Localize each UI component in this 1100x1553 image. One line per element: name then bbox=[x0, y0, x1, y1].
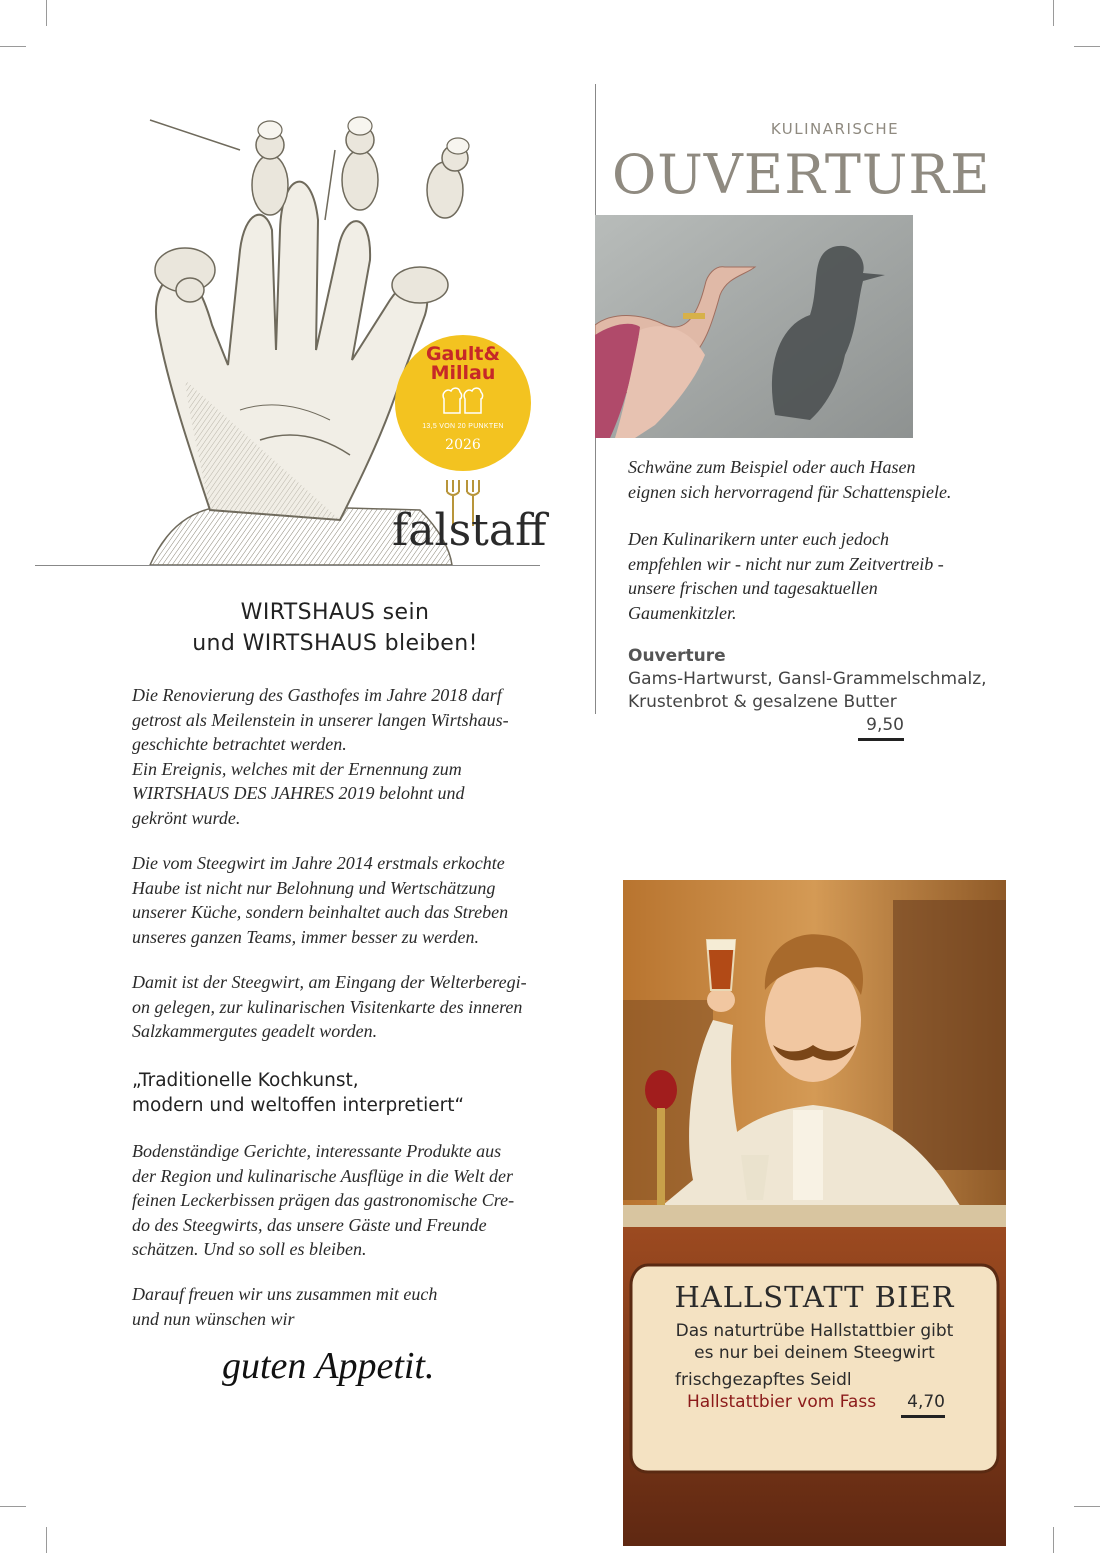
text-line: Schwäne zum Beispiel oder auch Hasen bbox=[628, 457, 916, 477]
beer-description bbox=[623, 1320, 1006, 1364]
gault-millau-brand bbox=[395, 345, 531, 383]
gault-millau-badge bbox=[395, 335, 531, 471]
badge-year: 2026 bbox=[445, 437, 481, 453]
credo-paragraph bbox=[132, 1139, 544, 1262]
intro-paragraph bbox=[132, 683, 544, 830]
text-line: unseres ganzen Teams, immer besser zu werden. bbox=[132, 926, 479, 947]
text-line: Die Renovierung des Gasthofes im Jahre 2018 darf bbox=[132, 685, 502, 705]
shadow-text bbox=[628, 455, 1048, 504]
text-line: und nun wünschen wir bbox=[132, 1308, 295, 1329]
falstaff-logo: falstaff bbox=[392, 505, 547, 556]
section-title: OUVERTURE bbox=[612, 143, 991, 206]
text-line: Bodenständige Gerichte, interessante Produkte aus bbox=[132, 1141, 502, 1161]
page-heading bbox=[90, 597, 580, 659]
text-line: Haube ist nicht nur Belohnung und Wertschätzung bbox=[132, 877, 496, 898]
beer-poster bbox=[623, 880, 1006, 1546]
text-line: Salzkammergutes geadelt worden. bbox=[132, 1021, 378, 1041]
brand-line: Millau bbox=[430, 362, 496, 384]
quote-line: „Traditionelle Kochkunst, bbox=[132, 1070, 359, 1091]
menu-item-price: 9,50 bbox=[858, 715, 904, 741]
brand-line: Gault& bbox=[425, 343, 501, 365]
desc-line: es nur bei deinem Steegwirt bbox=[694, 1343, 935, 1363]
text-line: do des Steegwirts, das unsere Gäste und Freunde bbox=[132, 1214, 487, 1235]
text-line: WIRTSHAUS DES JAHRES 2019 belohnt und bbox=[132, 783, 465, 803]
text-line: eignen sich hervorragend für Schattenspiele. bbox=[628, 481, 952, 502]
text-line: Darauf freuen wir uns zusammen mit euch bbox=[132, 1284, 438, 1304]
heading-line: WIRTSHAUS sein bbox=[240, 600, 430, 625]
quote bbox=[132, 1069, 552, 1118]
beer-price: 4,70 bbox=[901, 1392, 945, 1418]
beer-item-label: frischgezapftes Seidl bbox=[675, 1370, 852, 1390]
divider bbox=[35, 565, 540, 566]
text-line: on gelegen, zur kulinarischen Visitenkarte des inneren bbox=[132, 996, 523, 1017]
text-line: unserer Küche, sondern beinhaltet auch das Streben bbox=[132, 902, 509, 922]
text-line: Gaumenkitzler. bbox=[628, 602, 737, 623]
badge-points: 13,5 VON 20 PUNKTEN bbox=[422, 423, 504, 430]
menu-item-name: Ouverture bbox=[628, 646, 726, 666]
section-kicker: KULINARISCHE bbox=[770, 120, 900, 138]
heading-line: und WIRTSHAUS bleiben! bbox=[192, 631, 478, 656]
text-line: Den Kulinarikern unter euch jedoch bbox=[628, 529, 889, 549]
text-line: Damit ist der Steegwirt, am Eingang der Welterberegi- bbox=[132, 972, 527, 992]
text-line: getrost als Meilenstein in unserer langen Wirtshaus- bbox=[132, 709, 509, 730]
beer-item-name: Hallstattbier vom Fass bbox=[687, 1392, 877, 1412]
toque-icon bbox=[441, 387, 485, 420]
desc-line: Das naturtrübe Hallstattbier gibt bbox=[675, 1321, 954, 1341]
desc-line: Gams-Hartwurst, Gansl-Grammelschmalz, bbox=[628, 669, 987, 689]
menu-item-desc bbox=[628, 668, 1048, 714]
text-line: schätzen. Und so soll es bleiben. bbox=[132, 1239, 367, 1259]
text-line: unsere frischen und tagesaktuellen bbox=[628, 578, 878, 598]
culinary-text bbox=[628, 527, 1048, 625]
text-line: empfehlen wir - nicht nur zum Zeitvertreib - bbox=[628, 553, 944, 574]
region-paragraph bbox=[132, 970, 544, 1044]
text-line: gekrönt wurde. bbox=[132, 807, 241, 828]
text-line: feinen Leckerbissen prägen das gastronomische Cre- bbox=[132, 1190, 515, 1210]
haube-paragraph bbox=[132, 851, 544, 949]
text-line: Die vom Steegwirt im Jahre 2014 erstmals erkochte bbox=[132, 853, 505, 873]
closing bbox=[132, 1282, 544, 1331]
shadow-play-image bbox=[595, 215, 913, 438]
beer-title: HALLSTATT BIER bbox=[674, 1280, 955, 1314]
desc-line: Krustenbrot & gesalzene Butter bbox=[628, 692, 897, 712]
text-line: geschichte betrachtet werden. bbox=[132, 734, 347, 754]
text-line: Ein Ereignis, welches mit der Ernennung zum bbox=[132, 758, 462, 779]
quote-line: modern und weltoffen interpretiert“ bbox=[132, 1094, 465, 1116]
text-line: der Region und kulinarische Ausflüge in die Welt der bbox=[132, 1165, 513, 1186]
signature: guten Appetit. bbox=[222, 1345, 435, 1387]
